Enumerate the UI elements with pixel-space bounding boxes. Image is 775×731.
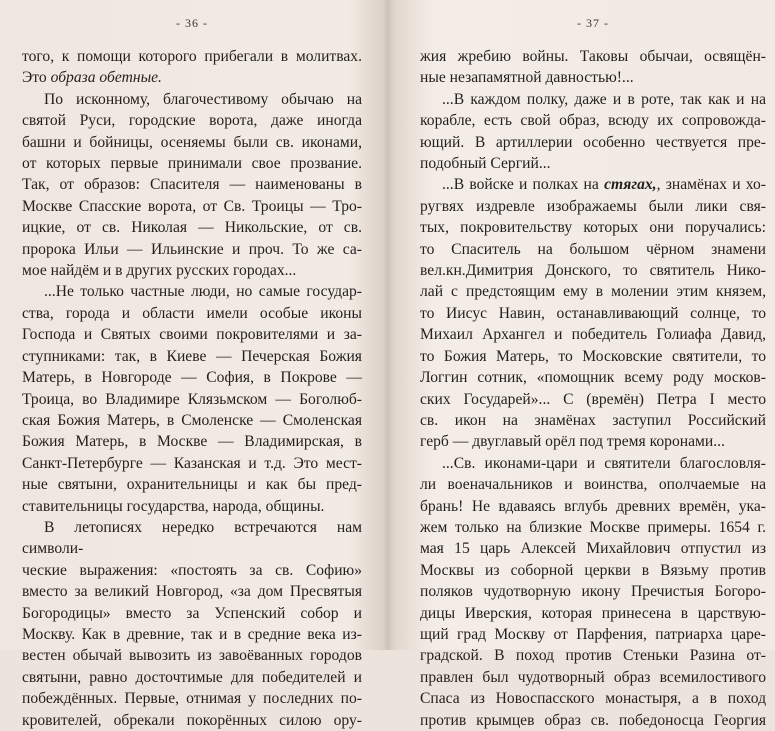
text-line: святой Руси, городские ворота, даже иногда [22,112,362,130]
text-line: ругвях издревле изображаемы были лики свя- [420,197,766,215]
text-line: мая 15 царь Алексей Михайлович отпустил из [420,540,766,558]
text-line: Матерь, в Новгороде — София, в Покрове — [22,369,362,387]
text-line: подобный Сергий... [420,155,551,173]
text-line: ческие выражения: «постоять за св. Софию» [22,561,362,579]
text-line: Москвы из соборной церкви в Вязьму против [420,561,766,579]
page-number-right: - 37 - [577,16,609,30]
text-line: правлен был чудотворный образ всемилостивого [420,668,766,686]
text-line: Господа и Святых своими покровителями и за- [22,326,362,344]
right-page [420,0,766,729]
italic-phrase: образа обетные. [50,69,162,87]
text-line: Богородицы» вместо за Успенский собор и [22,604,362,622]
text-line: ...В войске и полках на стягах,, знамёнах и хо- [442,176,766,194]
text-line: вестен обычай вывозить из завоёванных городов [22,647,362,665]
text-line: герб — двуглавый орёл под тремя коронами... [420,433,725,451]
text-line: башни и бойницы, осеняемы были св. иконами, [22,133,362,151]
text-line: Троица, во Владимире Клязьмском — Боголюб- [22,390,362,408]
text-line: В летописях нередко встречаются нам символи- [22,518,362,558]
text-line: пророка Ильи — Ильинские и проч. То же са- [22,240,362,258]
text-line: побеждённых. Первые, отнимая у последних по- [22,690,362,708]
text-line: ...Св. иконами-цари и святители благословля- [442,454,766,472]
text-line: св. икон на знамёнах заступил Российский [420,411,766,429]
text-line: Божия Матерь, в Москве — Владимирская, в [22,433,362,451]
text-line: По исконному, благочестивому обычаю на [44,90,362,108]
left-page-text [22,46,362,731]
page-number-left: - 36 - [176,16,208,30]
text-line: Спаса из Новоспасского монастыря, а в поход [420,690,766,708]
text-line: ская Божия Матерь, в Смоленске — Смоленская [22,411,362,429]
text-line: святыни, равно досточтимые для победителей и [22,668,362,686]
text-line: ные незапамятной давностью!... [420,69,634,87]
text-line: ...В каждом полку, даже и в роте, так как и на [442,90,766,108]
text-line: от которых первые принимали свое прозвание. [22,155,362,173]
text-line: ли военачальников и воинства, ополчаемые на [420,476,766,494]
text-line: Михаил Архангел и победитель Голиафа Давид, [420,326,766,344]
text-line: ные святыни, охранительницы и как бы пред- [22,476,362,494]
text-line: ства, города и области имели особые иконы [22,304,362,322]
text-line: брань! Не вдаваясь вглубь древних времён, ука- [420,497,766,515]
text-line: тых, покровительству которых они поручались: [420,219,766,237]
text-line: кровителей, обрекали покорённых силою ору- [22,711,362,729]
text-line: щий град Москву от Парфения, патриарха царе- [420,625,766,643]
text-line: Так, от образов: Спасителя — наименованы в [22,176,362,194]
text-line: лай с предстоящим ему в молении этим князем, [420,283,766,301]
right-page-text [420,46,766,731]
text-line: корабле, есть свой образ, всюду их сопровожда- [420,112,766,130]
text-line: то Божия Матерь, то Московские святители, то [420,347,766,365]
text-line: ступниками: так, в Киеве — Печерская Божия [22,347,362,365]
text-line: того, к помощи которого прибегали в молитвах. [22,48,362,65]
left-page [22,0,362,729]
text-line: ских Государей»... С (времён) Петра I место [420,390,766,408]
text-line: Логгин сотник, «помощник всему роду москов- [420,369,766,387]
text-line: мое найдём и в других русских городах... [22,262,297,280]
text-line: то Иисус Навин, останавливающий солнце, то [420,304,766,322]
text-line: жия жребию войны. Таковы обычаи, освящён- [420,48,766,65]
text-line: Санкт-Петербурге — Казанская и т.д. Это мест- [22,454,362,472]
text-line: ставительницы государства, народа, общины. [22,497,325,515]
text-line: то Спаситель на большом чёрном знамени [420,240,766,258]
text-line: ющий. В артиллерии особенно чествуется пре- [420,133,766,151]
text-line: против крымцев образ св. победоносца Георгия [420,711,766,729]
text-line: Москву. Как в древние, так и в средние века из- [22,625,362,643]
text-line: Москве Спасские ворота, от Св. Троицы — Тро- [22,197,362,215]
text-line: вел.кн.Димитрия Донского, то святитель Нико- [420,262,766,280]
text-line: ...Не только частные люди, но самые государ- [44,283,362,301]
text-line: поляков чудотворную икону Пречистыя Богоро- [420,583,766,601]
text-line: вместо за великий Новгород, «за дом Пресвятыя [22,583,362,601]
text-line: ицкие, от св. Николая — Никольские, от св. [22,219,362,237]
text-line: градской. В поход против Стеньки Разина от- [420,647,766,665]
text-line: Это образа обетные. [22,69,162,87]
text-line: дицы Иверския, которая принесена в царствую- [420,604,766,622]
bold-italic-phrase: стягах, [604,176,657,194]
text-line: жем только на близкие Москве примеры. 1654 г. [420,518,766,536]
